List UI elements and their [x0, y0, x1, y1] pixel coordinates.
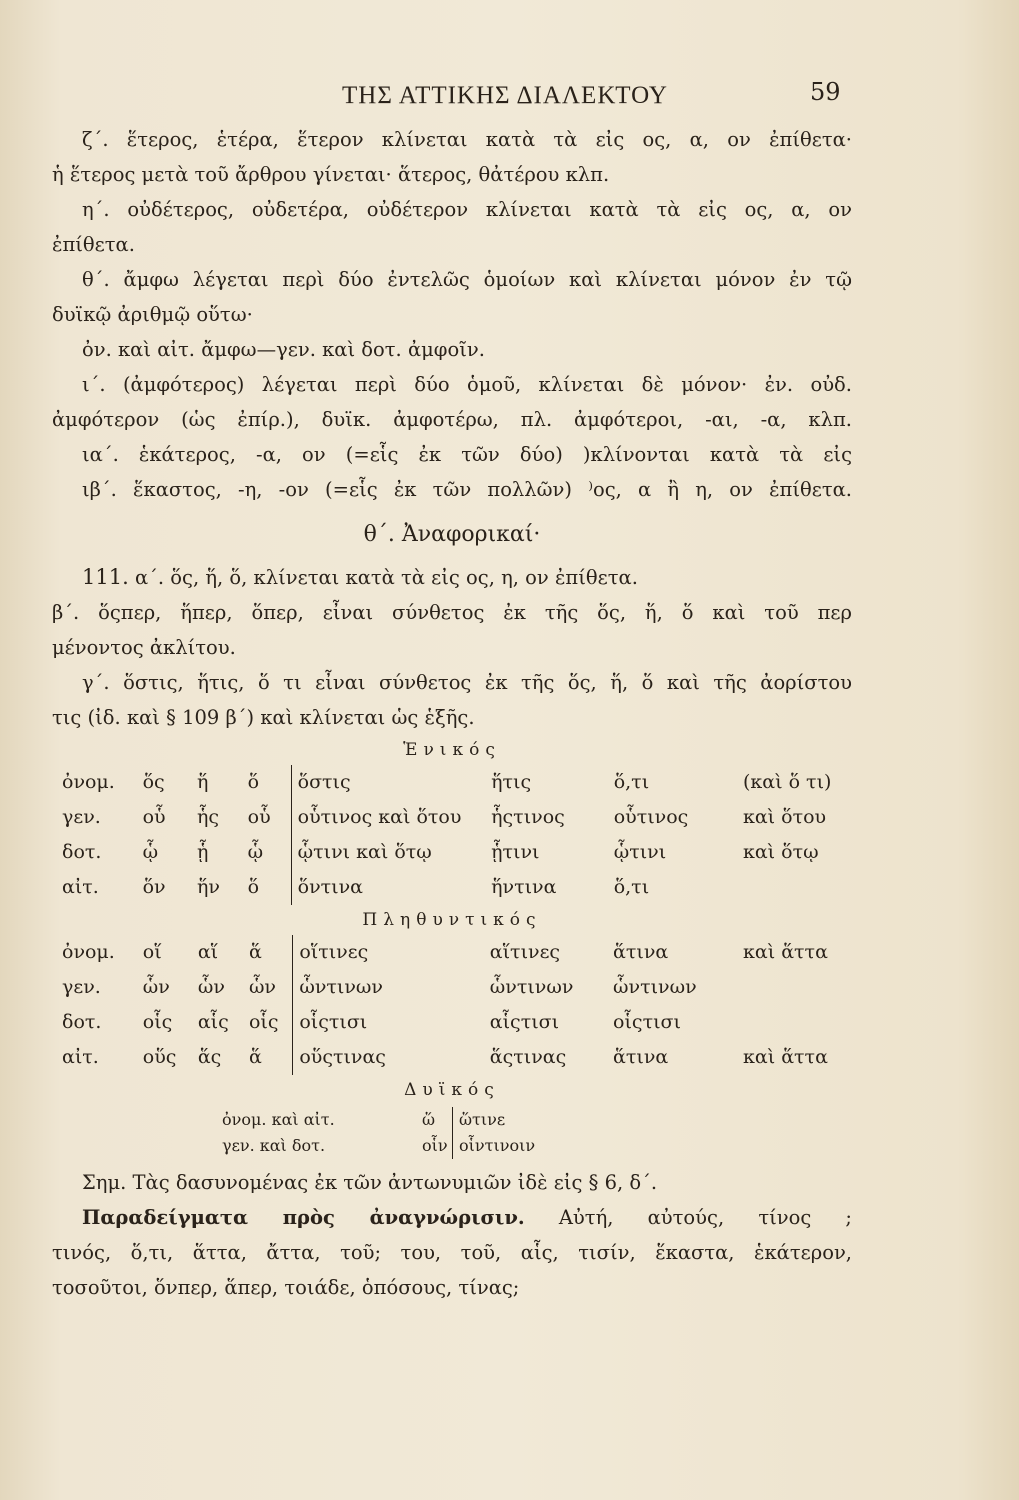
singular-row — [62, 835, 852, 870]
compound-neut-form: οἷςτισι — [613, 1011, 681, 1033]
case-label: ὀνομ. — [62, 941, 115, 963]
exercise-line: τοσοῦτοι, ὅνπερ, ἅπερ, τοιάδε, ὁπόσους, τίνας; — [52, 1276, 520, 1299]
case-label: αἰτ. — [62, 1046, 99, 1068]
neut-form: οἷς — [248, 1011, 279, 1033]
note-line: Σημ. Τὰς δασυνομένας ἐκ τῶν ἀντωνυμιῶν ἰδὲ εἰς § 6, δ΄. — [82, 1171, 658, 1194]
neut-form: ᾧ — [247, 841, 264, 863]
fem-form: ἅς — [197, 1046, 222, 1068]
compound-masc-form: ᾧτινι καὶ ὅτῳ — [291, 835, 491, 870]
fem-form: ὧν — [197, 976, 225, 998]
page-header — [0, 78, 1019, 122]
paragraph-line: ια΄. ἑκάτερος, -α, ον (=εἷς ἐκ τῶν δύο) )κλίνονται κατὰ τὰ εἰς — [82, 443, 852, 466]
masc-form: ὧν — [142, 976, 170, 998]
compound-fem-form: ἧςτινος — [491, 806, 565, 828]
masc-form: οἷς — [142, 1011, 173, 1033]
compound-neut-form: ὧντινων — [613, 976, 697, 998]
neut-form: ὅ — [247, 771, 260, 793]
paragraph-line: ι΄. (ἀμφότερος) λέγεται περὶ δύο ὁμοῦ, κλίνεται δὲ μόνον· ἐν. οὐδ. — [82, 373, 852, 396]
compound-fem-form: αἷςτισι — [489, 1011, 560, 1033]
alt-form: καὶ ὅτῳ — [742, 841, 819, 863]
paragraph-line: η΄. οὐδέτερος, οὐδετέρα, οὐδέτερον κλίνεται κατὰ τὰ εἰς ος, α, ον — [82, 198, 852, 221]
dual-compound-form: οἷντινοιν — [452, 1133, 535, 1159]
neut-form: οὗ — [247, 806, 271, 828]
masc-form: ᾧ — [142, 841, 159, 863]
paragraph-line: δυϊκῷ ἀριθμῷ οὕτω· — [52, 303, 253, 326]
paragraph-line: ἀμφότερον (ὡς ἐπίρ.), δυϊκ. ἀμφοτέρω, πλ. ἀμφότεροι, -αι, -α, κλπ. — [52, 408, 852, 431]
fem-form: ἥ — [197, 771, 209, 793]
alt-form: καὶ ἅττα — [743, 941, 828, 963]
alt-form — [743, 870, 852, 905]
plural-title: Πληθυντικός — [362, 910, 542, 930]
alt-form — [743, 970, 852, 1005]
dual-simple-form: ὥ — [422, 1110, 436, 1129]
dual-title: Δυϊκός — [404, 1080, 500, 1100]
compound-fem-form: ἅςτινας — [489, 1046, 567, 1068]
dual-row — [222, 1107, 852, 1133]
neut-form: ὧν — [248, 976, 276, 998]
compound-masc-form: οὕςτινας — [293, 1040, 490, 1075]
paragraph-number: 111. — [82, 565, 129, 589]
paragraph-line: ὀν. καὶ αἰτ. ἄμφω—γεν. καὶ δοτ. ἀμφοῖν. — [82, 338, 485, 361]
masc-form: οὗ — [142, 806, 166, 828]
alt-form: καὶ ἅττα — [743, 1046, 828, 1068]
fem-form: ᾗ — [197, 841, 209, 863]
alt-form: καὶ ὅτου — [742, 806, 827, 828]
compound-neut-form: ᾧτινι — [613, 841, 667, 863]
page-number: 59 — [810, 78, 841, 106]
masc-form: οὕς — [142, 1046, 177, 1068]
compound-neut-form: ἅτινα — [613, 1046, 669, 1068]
compound-masc-form: ὅστις — [291, 765, 491, 800]
alt-form — [743, 1005, 852, 1040]
case-label: γεν. — [62, 976, 101, 998]
case-label: δοτ. — [62, 1011, 102, 1033]
dual-compound-form: ὥτινε — [452, 1107, 505, 1133]
exercise-text: Αὐτή, αὐτούς, τίνος ; — [558, 1206, 852, 1229]
dual-case: γεν. καὶ δοτ. — [222, 1136, 326, 1155]
fem-form: αἷς — [197, 1011, 229, 1033]
compound-fem-form: αἵτινες — [489, 941, 561, 963]
compound-fem-form: ᾗτινι — [491, 841, 540, 863]
neut-form: ἅ — [248, 941, 262, 963]
dual-table — [222, 1107, 852, 1159]
masc-form: ὅς — [142, 771, 165, 793]
compound-fem-form: ὧντινων — [489, 976, 574, 998]
masc-form: οἵ — [142, 941, 162, 963]
compound-neut-form: οὗτινος — [613, 806, 689, 828]
compound-masc-form: ὅντινα — [291, 870, 491, 905]
paragraph-line: ἡ ἕτερος μετὰ τοῦ ἄρθρου γίνεται· ἅτερος, θἀτέρου κλπ. — [52, 163, 610, 186]
singular-row — [62, 800, 852, 835]
body-text — [52, 122, 852, 1305]
singular-table — [62, 765, 852, 905]
compound-neut-form: ὅ,τι — [613, 876, 650, 898]
compound-neut-form: ὅ,τι — [613, 771, 650, 793]
paragraph-line: β΄. ὅςπερ, ἥπερ, ὅπερ, εἶναι σύνθετος ἐκ τῆς ὅς, ἥ, ὅ καὶ τοῦ περ — [52, 601, 852, 624]
paragraph-line: ζ΄. ἕτερος, ἑτέρα, ἕτερον κλίνεται κατὰ τὰ εἰς ος, α, ον ἐπίθετα· — [82, 128, 852, 151]
plural-row — [62, 970, 852, 1005]
paragraph-line: ἐπίθετα. — [52, 233, 135, 256]
paragraph-text: α΄. ὅς, ἥ, ὅ, κλίνεται κατὰ τὰ εἰς ος, η, ον ἐπίθετα. — [134, 566, 638, 589]
paragraph-line: μένοντος ἀκλίτου. — [52, 636, 236, 659]
masc-form: ὅν — [142, 876, 166, 898]
compound-masc-form: οὗτινος καὶ ὅτου — [291, 800, 491, 835]
dual-simple-form: οἷν — [422, 1136, 448, 1155]
plural-table — [62, 935, 852, 1075]
case-label: ὀνομ. — [62, 771, 115, 793]
fem-form: ἥν — [197, 876, 220, 898]
section-heading: θ΄. Ἀναφορικαί· — [363, 522, 541, 547]
compound-neut-form: ἅτινα — [613, 941, 669, 963]
paragraph-line: γ΄. ὅστις, ἥτις, ὅ τι εἶναι σύνθετος ἐκ τῆς ὅς, ἥ, ὅ καὶ τῆς ἀορίστου — [82, 671, 852, 694]
case-label: αἰτ. — [62, 876, 99, 898]
fem-form: ἧς — [197, 806, 220, 828]
case-label: δοτ. — [62, 841, 102, 863]
singular-row — [62, 765, 852, 800]
paragraph-line — [52, 560, 852, 595]
compound-masc-form: οἷςτισι — [293, 1005, 490, 1040]
compound-masc-form: ὧντινων — [293, 970, 490, 1005]
case-label: γεν. — [62, 806, 101, 828]
plural-row — [62, 1005, 852, 1040]
dual-case: ὀνομ. καὶ αἰτ. — [222, 1110, 335, 1129]
plural-row — [62, 1040, 852, 1075]
fem-form: αἵ — [197, 941, 219, 963]
paragraph-line: ιβ΄. ἕκαστος, -η, -ον (=εἷς ἐκ τῶν πολλῶν) ⁾ος, α ἢ η, ον ἐπίθετα. — [82, 478, 852, 501]
paragraph-line: τις (ἰδ. καὶ § 109 β΄) καὶ κλίνεται ὡς ἑξῆς. — [52, 706, 475, 729]
compound-masc-form: οἵτινες — [293, 935, 490, 970]
singular-row — [62, 870, 852, 905]
running-head: ΤΗΣ ΑΤΤΙΚΗΣ ΔΙΑΛΕΚΤΟΥ — [342, 82, 668, 109]
exercise-line: τινός, ὅ,τι, ἅττα, ἄττα, τοῦ; του, τοῦ, αἷς, τισίν, ἕκαστα, ἑκάτερον, — [52, 1241, 852, 1264]
plural-row — [62, 935, 852, 970]
alt-form: (καὶ ὅ τι) — [742, 771, 832, 793]
exercise-label: Παραδείγματα πρὸς ἀναγνώρισιν. — [82, 1206, 525, 1229]
neut-form: ὅ — [247, 876, 260, 898]
singular-title: Ἑνικός — [403, 740, 501, 760]
neut-form: ἅ — [248, 1046, 262, 1068]
exercise-line — [52, 1200, 852, 1235]
compound-fem-form: ἥντινα — [491, 876, 557, 898]
compound-fem-form: ἥτις — [491, 771, 532, 793]
paragraph-line: θ΄. ἄμφω λέγεται περὶ δύο ἐντελῶς ὁμοίων καὶ κλίνεται μόνον ἐν τῷ — [82, 268, 852, 291]
dual-row — [222, 1133, 852, 1159]
